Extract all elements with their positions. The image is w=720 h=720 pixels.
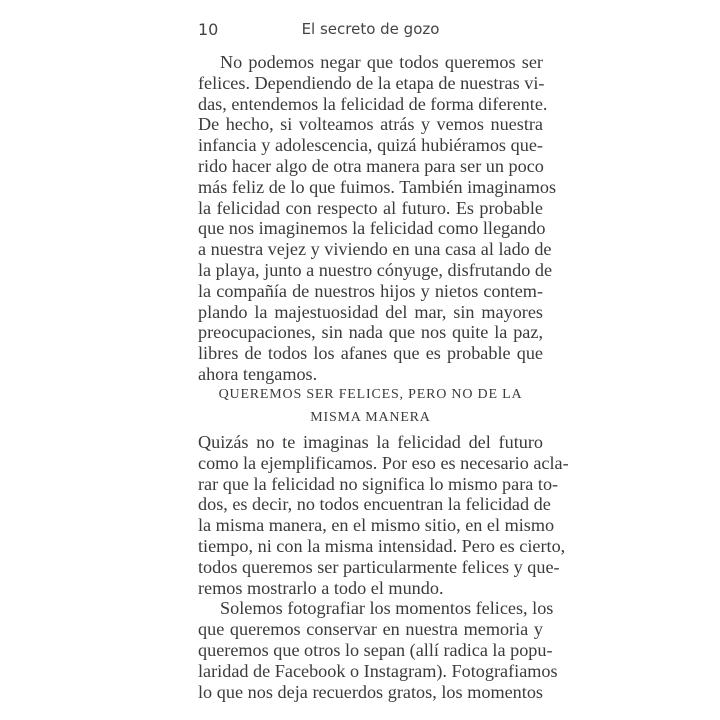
text-line: lo que nos deja recuerdos gratos, los momentos bbox=[198, 681, 543, 702]
text-line: queremos que otros lo sepan (allí radica la popu- bbox=[198, 639, 553, 660]
text-line: libres de todos los afanes que es probable que bbox=[198, 343, 543, 364]
paragraphs-2-3 bbox=[198, 432, 569, 702]
section-heading-line-1: QUEREMOS SER FELICES, PERO NO DE LA bbox=[218, 387, 523, 402]
text-line: ahora tengamos. bbox=[198, 363, 318, 384]
text-line: Solemos fotografiar los momentos felices, los bbox=[220, 598, 554, 619]
text-line: que queremos conservar en nuestra memoria y bbox=[198, 619, 543, 640]
text-line: más feliz de lo que fuimos. También imaginamos bbox=[198, 176, 557, 197]
text-line: la misma manera, en el mismo sitio, en el mismo bbox=[198, 515, 555, 536]
paragraph-1 bbox=[198, 52, 557, 385]
text-line: como la ejemplificamos. Por eso es necesario acla- bbox=[198, 452, 569, 473]
text-line: la compañía de nuestros hijos y nietos contem- bbox=[198, 280, 543, 301]
text-line: Quizás no te imaginas la felicidad del futuro bbox=[198, 432, 543, 452]
text-line: felices. Dependiendo de la etapa de nuestras vi- bbox=[198, 72, 545, 93]
section-heading-line-2: MISMA MANERA bbox=[310, 410, 431, 425]
text-line: No podemos negar que todos queremos ser bbox=[220, 52, 543, 72]
page-number: 10 bbox=[198, 20, 219, 39]
text-line: das, entendemos la felicidad de forma diferente. bbox=[198, 93, 548, 114]
text-line: rido hacer algo de otra manera para ser un poco bbox=[198, 155, 544, 176]
text-line: todos queremos ser particularmente felices y que- bbox=[198, 556, 560, 577]
text-line: a nuestra vejez y viviendo en una casa al lado de bbox=[198, 239, 552, 260]
text-line: plando la majestuosidad del mar, sin mayores bbox=[198, 301, 543, 322]
text-line: preocupaciones, sin nada que nos quite la paz, bbox=[198, 322, 543, 343]
text-line: rar que la felicidad no significa lo mismo para to- bbox=[198, 473, 559, 494]
text-line: remos mostrarlo a todo el mundo. bbox=[198, 577, 444, 598]
text-line: la felicidad con respecto al futuro. Es probable bbox=[198, 197, 543, 218]
text-line: De hecho, si volteamos atrás y vemos nuestra bbox=[198, 114, 543, 135]
section-heading bbox=[198, 383, 543, 429]
text-line: infancia y adolescencia, quizá hubiéramos que- bbox=[198, 135, 543, 156]
text-line: tiempo, ni con la misma intensidad. Pero es cierto, bbox=[198, 535, 566, 556]
text-line: dos, es decir, no todos encuentran la felicidad de bbox=[198, 494, 551, 515]
book-title: El secreto de gozo bbox=[301, 20, 440, 38]
text-line: laridad de Facebook o Instagram). Fotografiamos bbox=[198, 660, 558, 681]
running-header bbox=[198, 20, 543, 44]
text-line: la playa, junto a nuestro cónyuge, disfrutando de bbox=[198, 259, 553, 280]
text-line: que nos imaginemos la felicidad como llegando bbox=[198, 218, 546, 239]
